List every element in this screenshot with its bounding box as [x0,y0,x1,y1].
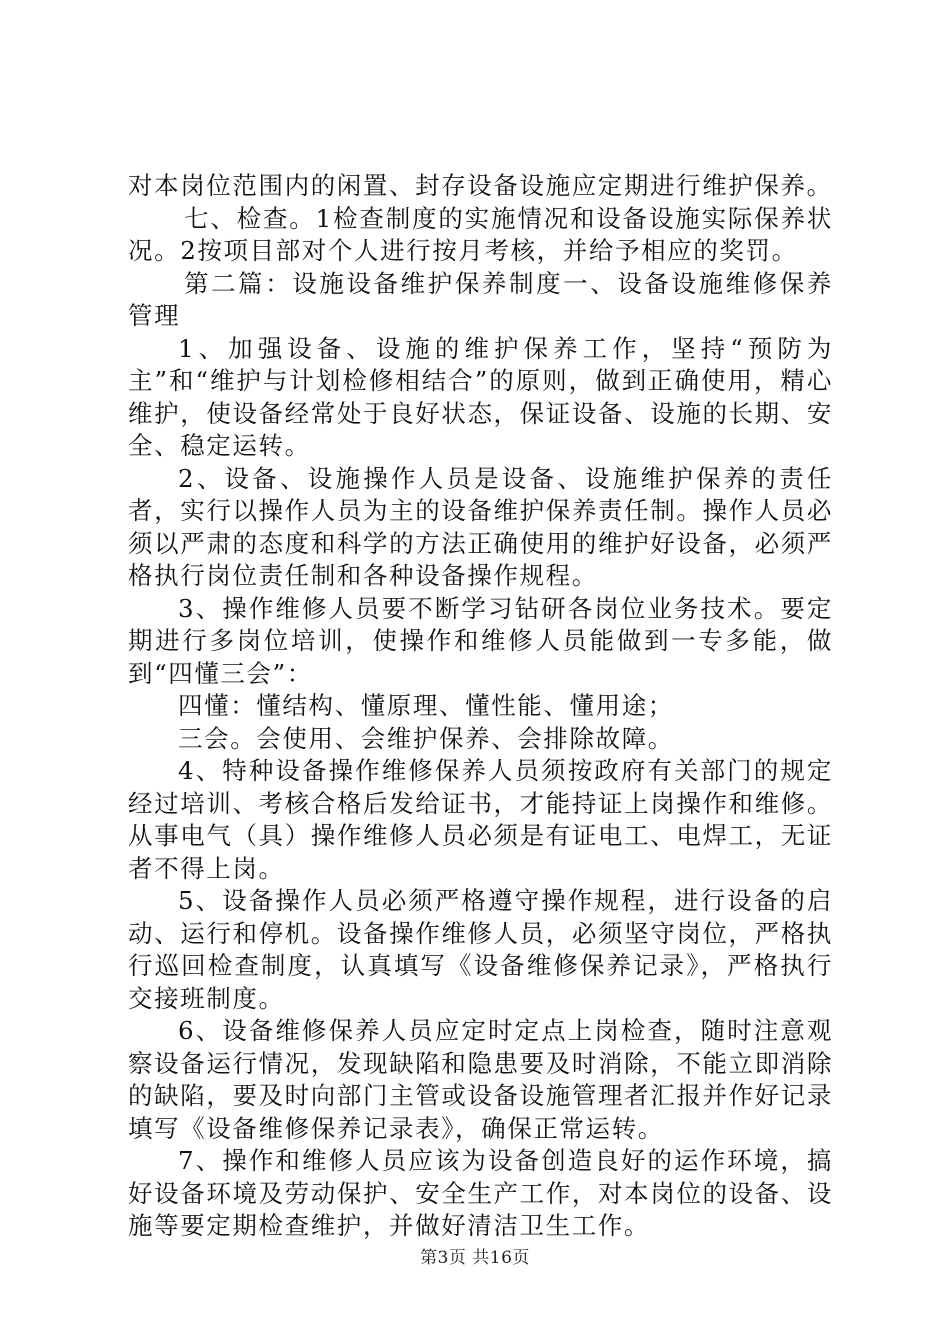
paragraph-inspection: 七、检查。1检查制度的实施情况和设备设施实际保养状况。2按项目部对个人进行按月考核，并给予相应的奖罚。 [128,203,833,265]
paragraph-item-1: 1、加强设备、设施的维护保养工作，坚持“预防为主”和“维护与计划检修相结合”的原则，做到正确使用，精心维护，使设备经常处于良好状态，保证设备、设施的长期、安全、稳定运转。 [128,333,833,460]
page-number-footer: 第3页 共16页 [420,1248,530,1268]
document-body [128,170,833,1243]
paragraph-three-skills: 三会。会使用、会维护保养、会排除故障。 [178,723,674,753]
paragraph-item-6: 6、设备维修保养人员应定时定点上岗检查，随时注意观察设备运行情况，发现缺陷和隐患要及时消除，不能立即消除的缺陷，要及时向部门主管或设备设施管理者汇报并作好记录填写《设备维修保养记录表》，确保正常运转。 [128,1016,833,1143]
paragraph-item-5: 5、设备操作人员必须严格遵守操作规程，进行设备的启动、运行和停机。设备操作维修人员，必须坚守岗位，严格执行巡回检查制度，认真填写《设备维修保养记录》，严格执行交接班制度。 [128,886,833,1013]
paragraph-four-understand: 四懂：懂结构、懂原理、懂性能、懂用途； [178,691,674,720]
paragraph-item-4: 4、特种设备操作维修保养人员须按政府有关部门的规定经过培训、考核合格后发给证书，才能持证上岗操作和维修。从事电气（具）操作维修人员必须是有证电工、电焊工，无证者不得上岗。 [128,756,833,883]
paragraph-item-3: 3、操作维修人员要不断学习钻研各岗位业务技术。要定期进行多岗位培训，使操作和维修人员能做到一专多能，做到“四懂三会”： [128,593,833,688]
paragraph-continuation: 对本岗位范围内的闲置、封存设备设施应定期进行维护保养。 [128,171,833,200]
paragraph-item-7: 7、操作和维修人员应该为设备创造良好的运作环境，搞好设备环境及劳动保护、安全生产工作，对本岗位的设备、设施等要定期检查维护，并做好清洁卫生工作。 [128,1146,833,1240]
paragraph-item-2: 2、设备、设施操作人员是设备、设施维护保养的责任者，实行以操作人员为主的设备维护保养责任制。操作人员必须以严肃的态度和科学的方法正确使用的维护好设备，必须严格执行岗位责任制和各种设备操作规程。 [128,463,833,590]
section-heading: 第二篇：设施设备维护保养制度一、设备设施维修保养管理 [128,268,833,330]
